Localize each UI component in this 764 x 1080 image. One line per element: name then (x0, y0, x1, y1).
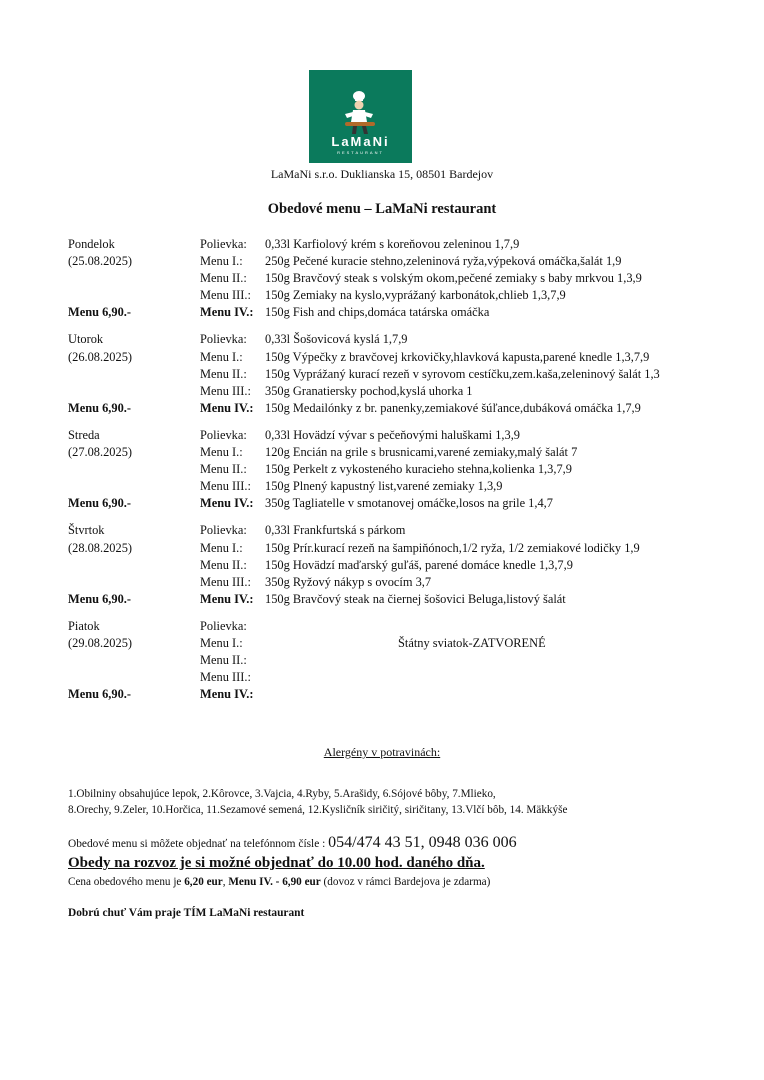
price-note-text: Cena obedového menu je (68, 876, 185, 888)
menu-row (68, 461, 728, 478)
day-name: Streda (68, 427, 100, 442)
item-label: Menu II.: (200, 557, 247, 572)
menu-row (68, 557, 728, 574)
item-text: 150g Hovädzí maďarský guľáš, parené domáce knedle 1,3,7,9 (265, 557, 573, 572)
item-text: 0,33l Šošovicová kyslá 1,7,9 (265, 332, 408, 347)
logo-subtext: RESTAURANT (337, 150, 384, 155)
menu-row (68, 400, 728, 417)
menu-row (68, 574, 728, 591)
item-text: 150g Plnený kapustný list,varené zemiaky 1,3,9 (265, 479, 503, 494)
item-text: 120g Encián na grile s brusnicami,varené zemiaky,malý šalát 7 (265, 445, 578, 460)
menu-row (68, 495, 728, 512)
item-label: Menu III.: (200, 670, 251, 685)
delivery-free-note: (dovoz v rámci Bardejova je zdarma) (320, 876, 491, 888)
order-text: Obedové menu si môžete objednať na telefónnom čísle : (68, 838, 329, 850)
day-block (68, 236, 728, 321)
menu-row (68, 270, 728, 287)
item-label: Polievka: (200, 237, 247, 251)
day-name: Pondelok (68, 237, 115, 251)
delivery-note: Obedy na rozvoz je si možné objednať do 10.00 hod. daného dňa. (68, 855, 485, 871)
item-label: Polievka: (200, 618, 247, 633)
item-text: 150g Bravčový steak na čiernej šošovici Beluga,listový šalát (265, 591, 566, 606)
menu-row (68, 366, 728, 383)
menu-row (68, 236, 728, 253)
item-text: 350g Tagliatelle v smotanovej omáčke,losos na grile 1,4,7 (265, 496, 553, 511)
menu-price: 6,20 eur (184, 876, 223, 888)
item-label: Menu III.: (200, 288, 251, 303)
menu-row (68, 591, 728, 608)
menu-row (68, 444, 728, 461)
item-text: 350g Ryžový nákyp s ovocím 3,7 (265, 574, 432, 589)
menu-row (68, 287, 728, 304)
item-label: Menu I.: (200, 349, 243, 364)
item-text: 150g Prír.kurací rezeň na šampiňónoch,1/2 ryža, 1/2 zemiakové lodičky 1,9 (265, 540, 640, 555)
item-label: Menu II.: (200, 366, 247, 381)
item-text: 0,33l Karfiolový krém s koreňovou zeleninou 1,7,9 (265, 237, 520, 251)
day-block (68, 331, 728, 416)
restaurant-logo (309, 70, 412, 163)
item-text: 150g Medailónky z br. panenky,zemiakové šúľance,dubáková omáčka 1,7,9 (265, 400, 641, 415)
menu-row (68, 349, 728, 366)
day-date: (25.08.2025) (68, 254, 133, 269)
menu-row (68, 540, 728, 557)
item-label: Menu II.: (200, 653, 247, 668)
company-address: LaMaNi s.r.o. Duklianska 15, 08501 Bardejov (270, 167, 494, 181)
menu-row (68, 478, 728, 495)
order-info (68, 834, 517, 852)
menu-row (68, 652, 728, 669)
item-text: 350g Granatiersky pochod,kyslá uhorka 1 (265, 383, 473, 398)
allergens-line: 8.Orechy, 9.Zeler, 10.Horčica, 11.Sezamové semená, 12.Kysličník siričitý, siričitany, 13.Vlčí bôb, 14. Mäkkýše (68, 804, 568, 816)
day-price: Menu 6,90.- (68, 305, 131, 320)
item-label: Polievka: (200, 332, 247, 347)
item-text: 150g Bravčový steak s volským okom,pečené zemiaky s baby mrkvou 1,3,9 (265, 271, 642, 286)
item-text: 150g Vyprážaný kurací rezeň v syrovom cestíčku,zem.kaša,zeleninový šalát 1,3 (265, 366, 660, 381)
allergens-list (68, 786, 567, 818)
price-note-sep: , (222, 876, 229, 888)
item-text: 150g Fish and chips,domáca tatárska omáčka (265, 305, 490, 320)
day-name: Piatok (68, 618, 100, 633)
day-block (68, 522, 728, 607)
day-date: (28.08.2025) (68, 540, 133, 555)
day-date: (29.08.2025) (68, 635, 133, 650)
weekly-menu (68, 236, 728, 713)
item-label: Menu I.: (200, 635, 243, 650)
item-label: Polievka: (200, 427, 247, 442)
item-text: 150g Výpečky z bravčovej krkovičky,hlavková kapusta,parené knedle 1,3,7,9 (265, 349, 650, 364)
day-name: Utorok (68, 332, 104, 347)
item-label: Menu IV.: (200, 496, 254, 511)
menu-row (68, 669, 728, 686)
day-block (68, 618, 728, 703)
chef-logo-icon (309, 70, 412, 163)
item-label: Polievka: (200, 523, 247, 538)
item-label: Menu IV.: (200, 687, 254, 702)
item-text: 150g Zemiaky na kyslo,vyprážaný karbonátok,chlieb 1,3,7,9 (265, 288, 566, 303)
item-label: Menu III.: (200, 479, 251, 494)
item-label: Menu I.: (200, 540, 243, 555)
order-phone: 054/474 43 51, 0948 036 006 (328, 834, 517, 851)
menu-row (68, 427, 728, 444)
menu-row (68, 253, 728, 270)
item-label: Menu I.: (200, 445, 243, 460)
item-label: Menu II.: (200, 462, 247, 477)
day-price: Menu 6,90.- (68, 496, 131, 511)
price-note (68, 876, 490, 888)
day-price: Menu 6,90.- (68, 400, 131, 415)
item-label: Menu II.: (200, 271, 247, 286)
item-label: Menu IV.: (200, 305, 254, 320)
menu-title: Obedové menu – LaMaNi restaurant (267, 201, 497, 217)
item-label: Menu IV.: (200, 591, 254, 606)
menu-row (68, 383, 728, 400)
allergens-line: 1.Obilniny obsahujúce lepok, 2.Kôrovce, 3.Vajcia, 4.Ryby, 5.Arašidy, 6.Sójové bôby, 7.Mlieko, (68, 788, 496, 800)
item-text: 150g Perkelt z vykosteného kuracieho stehna,kolienka 1,3,7,9 (265, 462, 572, 477)
item-label: Menu III.: (200, 574, 251, 589)
item-label: Menu III.: (200, 383, 251, 398)
menu4-price: Menu IV. - 6,90 eur (228, 876, 321, 888)
logo-text: LaMaNi (331, 134, 390, 149)
holiday-notice: Štátny sviatok-ZATVORENÉ (398, 635, 546, 650)
menu-row (68, 304, 728, 321)
item-text: 0,33l Hovädzí vývar s pečeňovými haluškami 1,3,9 (265, 427, 520, 442)
item-text: 0,33l Frankfurtská s párkom (265, 523, 406, 538)
item-text: 250g Pečené kuracie stehno,zeleninová ryža,výpeková omáčka,šalát 1,9 (265, 254, 622, 269)
item-label: Menu I.: (200, 254, 243, 269)
day-name: Štvrtok (68, 523, 105, 538)
menu-row (68, 522, 728, 539)
menu-row (68, 686, 728, 703)
day-date: (26.08.2025) (68, 349, 133, 364)
menu-row (68, 331, 728, 348)
item-label: Menu IV.: (200, 400, 254, 415)
day-block (68, 427, 728, 512)
day-price: Menu 6,90.- (68, 687, 131, 702)
closing-wish: Dobrú chuť Vám praje TÍM LaMaNi restaurant (68, 907, 305, 919)
allergens-title: Alergény v potravinách: (323, 745, 441, 759)
day-date: (27.08.2025) (68, 445, 133, 460)
menu-row (68, 618, 728, 635)
day-price: Menu 6,90.- (68, 591, 131, 606)
